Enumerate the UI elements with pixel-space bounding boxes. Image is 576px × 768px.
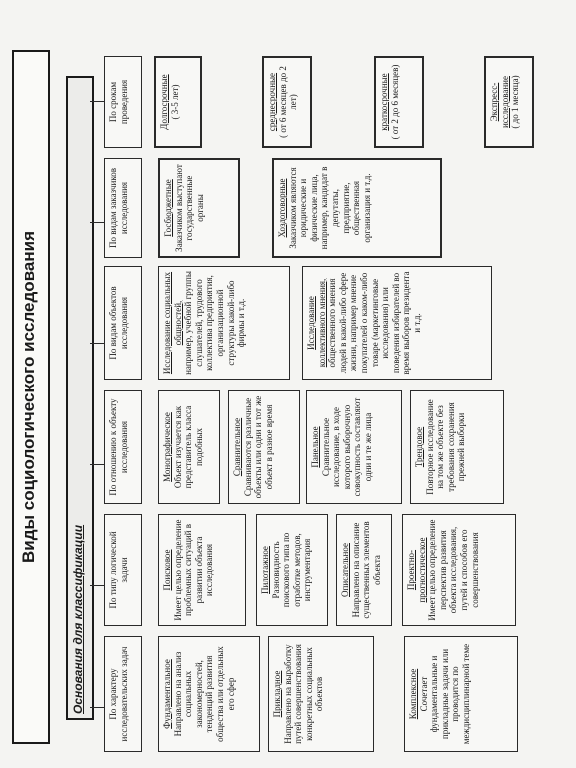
type-title: Описательное — [340, 543, 350, 597]
type-title: Поисковое — [162, 549, 172, 591]
type-title: Исследование социальных общностей, — [162, 271, 183, 375]
type-description: общественного мнения людей в какой-либо сфере жизни, например мнение покупателей о каком-либо товаре (маркетинговые исследования) или поведения избирателей во время выборов президента и т.д. — [327, 271, 423, 375]
header-research-tasks — [104, 636, 142, 752]
type-long-term — [154, 56, 202, 148]
header-text: По видам заказчиков исследования — [108, 168, 129, 248]
type-description: Сочетает фундаментальные и прикладные задачи или проводится по междисциплинарной теме — [418, 643, 472, 745]
type-short-term — [374, 56, 424, 148]
type-title: Долгосрочные — [159, 74, 169, 130]
type-description: Направлено на выработку путей совершенствования конкретных социальных объектов — [282, 644, 325, 744]
type-monographic — [158, 390, 220, 504]
type-title: среднесрочные — [267, 72, 277, 132]
type-description: Направлено на описание существенных элементов объекта — [350, 521, 382, 619]
type-title: Пилотажное — [260, 546, 270, 594]
connector-line — [90, 585, 104, 586]
type-description: Заказчиком выступают государственные органы — [173, 164, 205, 252]
diagram-title — [12, 50, 50, 744]
type-title: краткосрочные — [379, 73, 389, 131]
type-medium-term — [262, 56, 312, 148]
diagram-title-text: Виды социологического исследования — [19, 230, 38, 564]
type-trend — [410, 390, 504, 504]
type-title: Исследование коллективного мнения, — [306, 278, 327, 368]
type-description: Направлено на анализ социальных закономерностей, тенденций развития общества или отдельных его сфер — [172, 646, 236, 742]
type-description: Сравниваются различные объекты или одни и тот же объект в разное время — [242, 395, 274, 499]
type-description: Сравнительное исследование, в ходе которого выборочную совокупность составляют одни и те же лица — [320, 397, 374, 497]
type-title: Фундаментальное — [162, 659, 172, 729]
type-title: Сравнительное — [232, 417, 242, 477]
type-description: Имеет целью определение проблемных ситуаций в развитии объекта исследования — [172, 519, 215, 621]
type-projective — [402, 514, 516, 626]
header-text: По срокам проведения — [108, 79, 129, 125]
type-exploratory — [158, 514, 246, 626]
header-text: По отношению к объекту исследования — [108, 398, 129, 496]
type-description: Разновидность поискового типа по отработке методов, инструментария — [270, 532, 313, 608]
type-title: Панельное — [310, 426, 320, 468]
type-description: Объект изучается как представитель класса подобных — [172, 405, 204, 489]
type-title: Трендовое — [414, 426, 424, 468]
type-title: Экспресс-исследование — [489, 76, 510, 129]
type-title: Проектно-прогностическое — [406, 537, 427, 603]
type-state-budget — [158, 158, 240, 258]
type-applied — [268, 636, 374, 752]
header-text: По типу логической задачи — [108, 531, 129, 609]
header-duration — [104, 56, 142, 148]
type-description: Заказчиком являются юридические и физические лица, например, кандидат в депутаты, предприятие, общественная организация и т.д. — [287, 166, 372, 250]
type-description: например, учебной группы слушателей, трудового коллектива предприятия, организационной структуры какой-либо фирмы и т.д. — [183, 271, 247, 375]
type-description: Имеет целью определение перспектив развития объекта исследования, путей и способов его совершенствования — [427, 519, 480, 621]
type-description: ( 3-5 лет) — [169, 84, 180, 120]
header-customer-types — [104, 158, 142, 258]
connector-line — [90, 464, 104, 465]
type-title: Монографическое — [162, 412, 172, 482]
type-description: Повторное исследование на том же объекте без требования сохранения прежней выборки — [424, 399, 467, 495]
type-description: ( от 6 месяцев до 2 лет) — [277, 66, 299, 138]
type-descriptive — [336, 514, 392, 626]
type-complex — [404, 636, 518, 752]
type-title: Хоздоговорные — [277, 178, 287, 238]
type-panel — [306, 390, 402, 504]
header-text: По характеру исследовательских задач — [108, 646, 129, 742]
header-object-types — [104, 266, 142, 380]
type-title: Госбюджетные — [163, 179, 173, 237]
header-object-relation — [104, 390, 142, 504]
type-express — [484, 56, 534, 148]
header-logical-task — [104, 514, 142, 626]
classification-basis-label: Основания для классификации — [71, 524, 85, 714]
type-description: ( от 2 до 6 месяцев) — [389, 64, 400, 140]
type-collective-opinion — [302, 266, 492, 380]
connector-line — [90, 222, 104, 223]
type-title: Комплексное — [408, 668, 418, 720]
type-comparative — [228, 390, 300, 504]
type-fundamental — [158, 636, 260, 752]
connector-line — [90, 707, 104, 708]
connector-line — [90, 343, 104, 344]
type-pilot — [256, 514, 328, 626]
connector-line — [90, 101, 104, 102]
type-contract — [272, 158, 442, 258]
classification-basis-bar — [66, 76, 94, 720]
header-text: По видам объектов исследования — [108, 286, 129, 360]
type-description: ( до 1 месяца) — [510, 75, 521, 129]
type-title: Прикладное — [272, 670, 282, 718]
type-social-communities — [158, 266, 290, 380]
